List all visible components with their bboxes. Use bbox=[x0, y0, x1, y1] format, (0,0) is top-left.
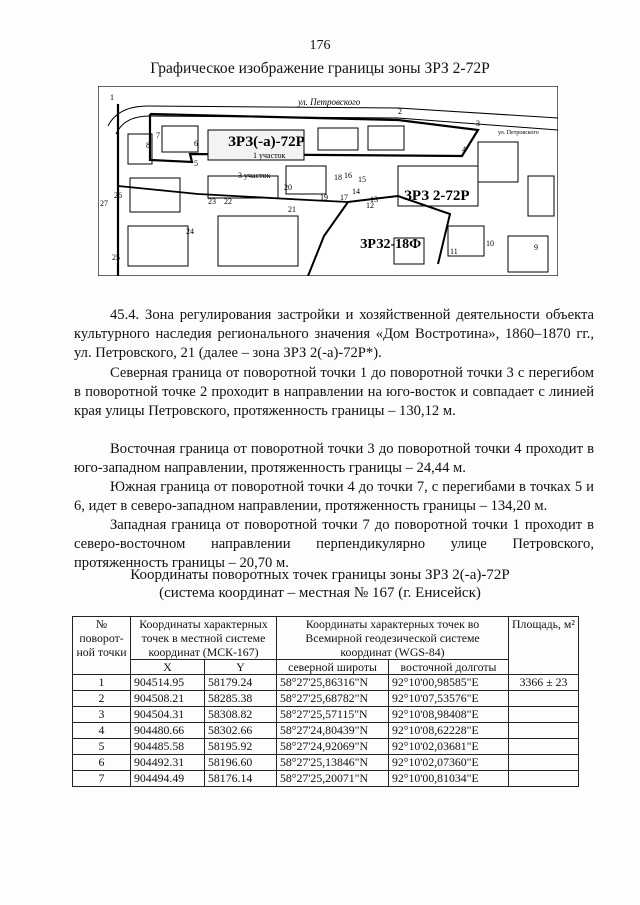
header-latitude: северной широты bbox=[277, 660, 389, 675]
point-label: 15 bbox=[358, 175, 366, 184]
paragraph-east-boundary: Восточная граница от поворотной точки 3 до поворотной точки 4 проходит в юго-западном направлении, протяженность границы – 24,44 м. bbox=[74, 441, 594, 476]
cell-latitude: 58°27'25,86316"N bbox=[277, 675, 389, 691]
cell-longitude: 92°10'07,53576"E bbox=[389, 691, 509, 707]
coordinates-table bbox=[72, 616, 579, 787]
point-label: 1 bbox=[110, 93, 114, 102]
paragraph-north-boundary: Северная граница от поворотной точки 1 до поворотной точки 3 с перегибом в поворотной точке 2 проходит в направлении на юго-восток и совпадает с линией края улицы Петровского, протяженность границы – 130,12 м. bbox=[74, 365, 594, 419]
point-label: 3 bbox=[476, 119, 480, 128]
cell-x: 904508.21 bbox=[131, 691, 205, 707]
table-row bbox=[73, 707, 579, 723]
cell-latitude: 58°27'25,13846"N bbox=[277, 755, 389, 771]
cell-x: 904514.95 bbox=[131, 675, 205, 691]
header-area: Площадь, м² bbox=[509, 617, 579, 675]
point-label: 21 bbox=[288, 205, 296, 214]
cell-area bbox=[509, 771, 579, 787]
point-label: 12 bbox=[366, 201, 374, 210]
cell-y: 58285.38 bbox=[205, 691, 277, 707]
zone-label-east: ЗРЗ 2-72Р bbox=[404, 188, 470, 204]
cell-x: 904485.58 bbox=[131, 739, 205, 755]
cell-area bbox=[509, 755, 579, 771]
point-label: 22 bbox=[224, 197, 232, 206]
page-number: 176 bbox=[309, 38, 331, 53]
table-title bbox=[0, 566, 640, 602]
cell-latitude: 58°27'25,68782"N bbox=[277, 691, 389, 707]
street-label-east: ул. Петровского bbox=[498, 130, 539, 136]
cell-longitude: 92°10'02,07360"E bbox=[389, 755, 509, 771]
point-label: 11 bbox=[450, 247, 458, 256]
street-label: ул. Петровского bbox=[298, 97, 361, 107]
point-label: 17 bbox=[340, 193, 348, 202]
cell-y: 58302.66 bbox=[205, 723, 277, 739]
cell-x: 904480.66 bbox=[131, 723, 205, 739]
header-y: Y bbox=[205, 660, 277, 675]
cell-latitude: 58°27'25,57115"N bbox=[277, 707, 389, 723]
point-label: 23 bbox=[208, 197, 216, 206]
point-label: 25 bbox=[112, 253, 120, 262]
header-point-number: № поворот-ной точки bbox=[73, 617, 131, 675]
cell-point-number: 5 bbox=[73, 739, 131, 755]
point-label: 19 bbox=[320, 193, 328, 202]
paragraph-west-boundary: Западная граница от поворотной точки 7 до поворотной точки 1 проходит в северо-восточном направлении перпендикулярно улице Петровского, протяженность границы – 20,70 м. bbox=[74, 517, 594, 571]
cell-area bbox=[509, 691, 579, 707]
cell-longitude: 92°10'02,03681"E bbox=[389, 739, 509, 755]
paragraph-45-4: 45.4. Зона регулирования застройки и хозяйственной деятельности объекта культурного наследия регионального значения «Дом Востротина», 1860–1870 гг., ул. Петровского, 21 (далее – зона ЗРЗ 2(-а)-72Р*). bbox=[74, 307, 594, 361]
cell-y: 58179.24 bbox=[205, 675, 277, 691]
cell-x: 904492.31 bbox=[131, 755, 205, 771]
header-x: X bbox=[131, 660, 205, 675]
table-row bbox=[73, 723, 579, 739]
point-label: 9 bbox=[534, 243, 538, 252]
cell-latitude: 58°27'25,20071"N bbox=[277, 771, 389, 787]
point-label: 26 bbox=[114, 191, 122, 200]
header-local-coords: Координаты характерных точек в местной системе координат (МСК-167) bbox=[131, 617, 277, 660]
cell-longitude: 92°10'08,62228"E bbox=[389, 723, 509, 739]
point-label: 18 bbox=[334, 173, 342, 182]
point-label: 14 bbox=[352, 187, 360, 196]
point-label: 8 bbox=[146, 141, 150, 150]
point-label: 7 bbox=[156, 131, 160, 140]
header-longitude: восточной долготы bbox=[389, 660, 509, 675]
cell-area: 3366 ± 23 bbox=[509, 675, 579, 691]
cell-longitude: 92°10'08,98408"E bbox=[389, 707, 509, 723]
point-label: 4 bbox=[462, 145, 466, 154]
point-label: 27 bbox=[100, 199, 108, 208]
cell-latitude: 58°27'24,80439"N bbox=[277, 723, 389, 739]
cell-latitude: 58°27'24,92069"N bbox=[277, 739, 389, 755]
table-row bbox=[73, 771, 579, 787]
zone-label-main: ЗРЗ(-а)-72Р bbox=[228, 134, 305, 150]
point-label: 2 bbox=[398, 107, 402, 116]
table-row bbox=[73, 755, 579, 771]
paragraph-south-boundary: Южная граница от поворотной точки 4 до точки 7, с перегибами в точках 5 и 6, идет в северо-западном направлении, протяженность границы – 134,20 м. bbox=[74, 479, 594, 514]
zone-boundary-map bbox=[98, 86, 558, 276]
cell-area bbox=[509, 723, 579, 739]
cell-point-number: 1 bbox=[73, 675, 131, 691]
cell-longitude: 92°10'00,81034"E bbox=[389, 771, 509, 787]
table-row bbox=[73, 675, 579, 691]
lot-label-1: 1 участок bbox=[253, 151, 286, 160]
header-wgs-coords: Координаты характерных точек во Всемирной геодезической системе координат (WGS-84) bbox=[277, 617, 509, 660]
cell-x: 904504.31 bbox=[131, 707, 205, 723]
cell-point-number: 7 bbox=[73, 771, 131, 787]
cell-y: 58195.92 bbox=[205, 739, 277, 755]
point-label: 16 bbox=[344, 171, 352, 180]
point-label: 24 bbox=[186, 227, 194, 236]
cell-longitude: 92°10'00,98585"E bbox=[389, 675, 509, 691]
cell-y: 58308.82 bbox=[205, 707, 277, 723]
cell-x: 904494.49 bbox=[131, 771, 205, 787]
table-title-line2: (система координат – местная № 167 (г. Енисейск) bbox=[159, 585, 481, 601]
cell-point-number: 4 bbox=[73, 723, 131, 739]
map-title: Графическое изображение границы зоны ЗРЗ 2-72Р bbox=[150, 60, 490, 77]
cell-y: 58196.60 bbox=[205, 755, 277, 771]
point-label: 13 bbox=[370, 195, 378, 204]
cell-area bbox=[509, 739, 579, 755]
zone-label-south: ЗРЗ2-18Ф bbox=[360, 237, 422, 252]
point-label: 5 bbox=[194, 159, 198, 168]
cell-area bbox=[509, 707, 579, 723]
cell-point-number: 3 bbox=[73, 707, 131, 723]
cell-y: 58176.14 bbox=[205, 771, 277, 787]
point-label: 20 bbox=[284, 183, 292, 192]
table-row bbox=[73, 739, 579, 755]
point-label: 6 bbox=[194, 139, 198, 148]
table-row bbox=[73, 691, 579, 707]
lot-label-3: 3 участок bbox=[238, 171, 271, 180]
point-label: 10 bbox=[486, 239, 494, 248]
table-title-line1: Координаты поворотных точек границы зоны ЗРЗ 2(-а)-72Р bbox=[130, 567, 510, 583]
cell-point-number: 6 bbox=[73, 755, 131, 771]
cell-point-number: 2 bbox=[73, 691, 131, 707]
